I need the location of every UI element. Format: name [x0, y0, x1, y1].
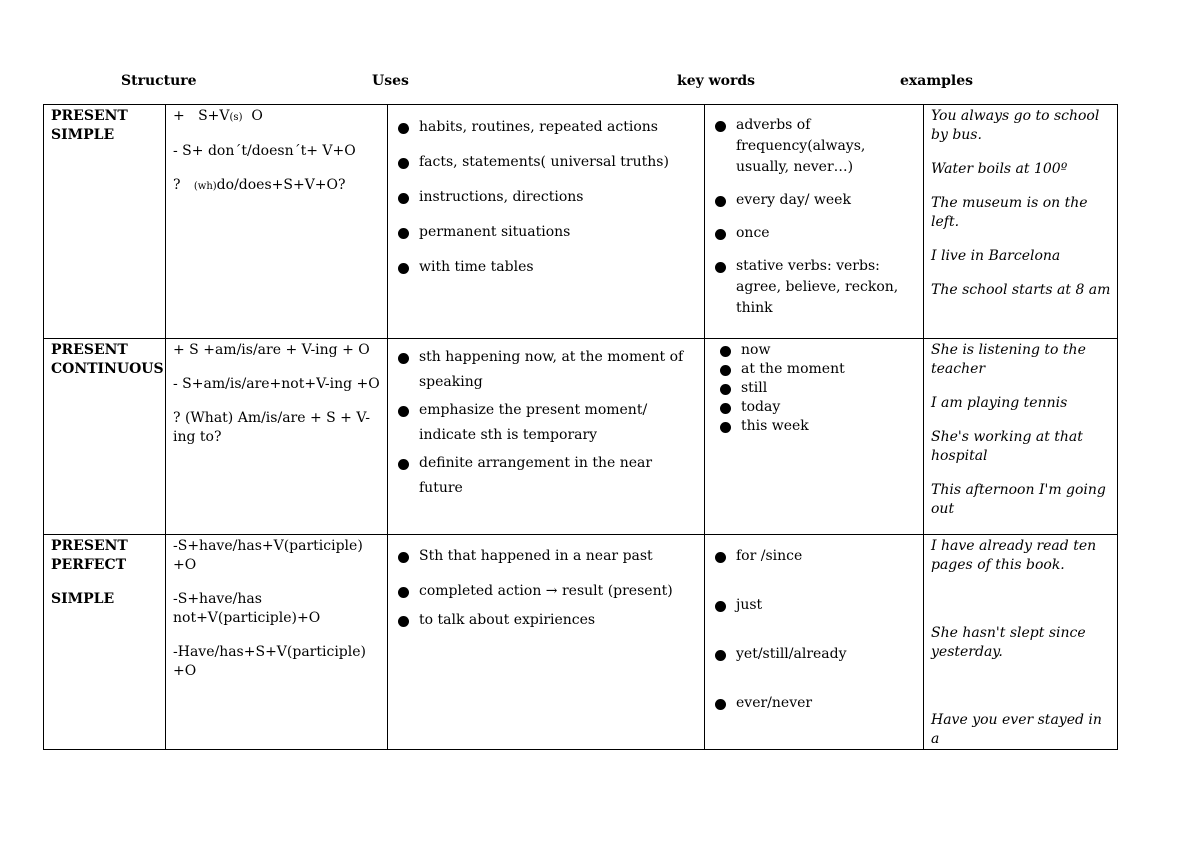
key-words-cell	[705, 339, 924, 535]
table-row-present-continuous	[44, 339, 1118, 535]
example-text: I am playing tennis	[931, 395, 1068, 411]
examples-cell	[924, 535, 1118, 750]
structure-cell	[166, 535, 388, 750]
key-words-cell	[705, 535, 924, 750]
structure-negative: - S+am/is/are+not+V-ing +O	[173, 376, 380, 392]
table-row-present-perfect-simple	[44, 535, 1118, 750]
list-item: this week	[717, 417, 919, 436]
list-item: once	[712, 223, 919, 244]
list-item: permanent situations	[395, 220, 700, 245]
structure-negative: - S+ don´t/doesn´t+ V+O	[173, 143, 356, 159]
header-examples: examples	[900, 73, 974, 89]
structure-affirmative: + S +am/is/are + V-ing + O	[173, 342, 370, 358]
list-item: at the moment	[717, 360, 919, 379]
key-words-cell	[705, 105, 924, 339]
list-item: habits, routines, repeated actions	[395, 115, 700, 140]
tense-cell	[44, 535, 166, 750]
table-row-present-simple	[44, 105, 1118, 339]
list-item: sth happening now, at the moment of speaking	[395, 345, 700, 395]
list-item: definite arrangement in the near future	[395, 451, 700, 501]
list-item: yet/still/already	[712, 642, 919, 667]
example-text: Water boils at 100º	[931, 161, 1068, 177]
header-key-words: key words	[677, 73, 756, 89]
header-uses: Uses	[372, 73, 409, 89]
structure-affirmative: -S+have/has+V(participle) +O	[173, 538, 363, 573]
key-words-list	[712, 115, 919, 319]
example-text: The museum is on the left.	[931, 195, 1088, 230]
tense-cell: PRESENT SIMPLE	[44, 105, 166, 339]
uses-list	[395, 115, 700, 280]
example-text: She is listening to the teacher	[931, 342, 1086, 377]
tense-label: PRESENT PERFECT	[51, 538, 128, 573]
examples-cell	[924, 105, 1118, 339]
example-text: You always go to school by bus.	[931, 108, 1100, 143]
example-text: Have you ever stayed in a	[931, 712, 1102, 747]
uses-list	[395, 345, 700, 501]
structure-negative: -S+have/has not+V(participle)+O	[173, 591, 321, 626]
structure-question: ? (wh)do/does+S+V+O?	[173, 177, 346, 193]
structure-affirmative: + S+V(s) O	[173, 108, 263, 124]
examples-cell	[924, 339, 1118, 535]
example-text: I have already read ten pages of this book.	[931, 538, 1097, 573]
list-item: for /since	[712, 544, 919, 569]
list-item: facts, statements( universal truths)	[395, 150, 700, 175]
structure-cell	[166, 339, 388, 535]
list-item: now	[717, 341, 919, 360]
uses-cell	[388, 339, 705, 535]
list-item: just	[712, 593, 919, 618]
list-item: Sth that happened in a near past	[395, 544, 700, 569]
list-item: emphasize the present moment/ indicate sth is temporary	[395, 398, 700, 448]
example-text: The school starts at 8 am	[931, 282, 1111, 298]
example-text: She hasn't slept since yesterday.	[931, 625, 1086, 660]
list-item: today	[717, 398, 919, 417]
example-text: She's working at that hospital	[931, 429, 1083, 464]
uses-list	[395, 544, 700, 633]
structure-question: ? (What) Am/is/are + S + V-ing to?	[173, 410, 370, 445]
tense-label-sub: SIMPLE	[51, 591, 115, 607]
list-item: still	[717, 379, 919, 398]
list-item: completed action → result (present)	[395, 579, 700, 604]
header-structure: Structure	[121, 73, 197, 89]
key-words-list	[717, 341, 919, 436]
key-words-list	[712, 544, 919, 716]
tenses-table	[43, 104, 1118, 750]
list-item: instructions, directions	[395, 185, 700, 210]
list-item: stative verbs: verbs: agree, believe, reckon, think	[712, 256, 919, 319]
list-item: with time tables	[395, 255, 700, 280]
list-item: ever/never	[712, 691, 919, 716]
list-item: every day/ week	[712, 190, 919, 211]
structure-cell	[166, 105, 388, 339]
list-item: to talk about expiriences	[395, 608, 700, 633]
uses-cell	[388, 105, 705, 339]
list-item: adverbs of frequency(always, usually, never…)	[712, 115, 919, 178]
example-text: This afternoon I'm going out	[931, 482, 1106, 517]
example-text: I live in Barcelona	[931, 248, 1061, 264]
uses-cell	[388, 535, 705, 750]
tense-cell: PRESENT CONTINUOUS	[44, 339, 166, 535]
structure-question: -Have/has+S+V(participle) +O	[173, 644, 366, 679]
